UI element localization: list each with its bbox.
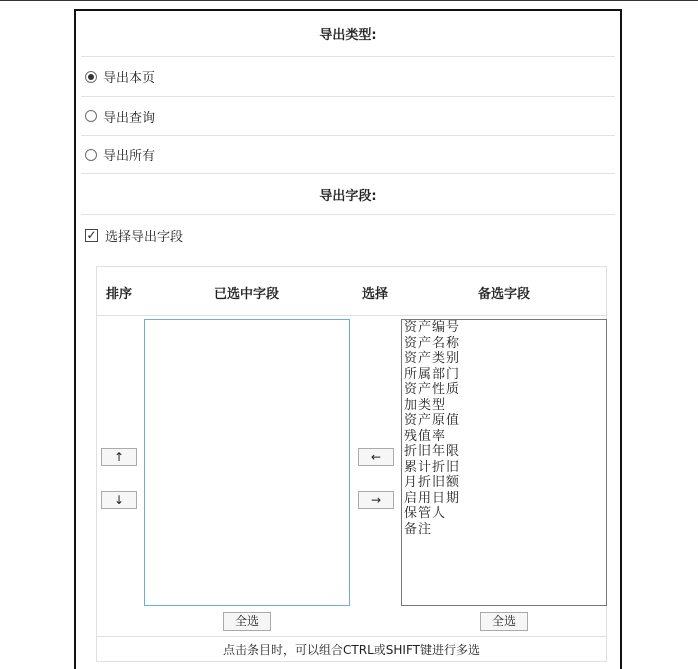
list-item[interactable]: 累计折旧 xyxy=(404,459,461,475)
radio-label: 导出查询 xyxy=(103,110,156,126)
radio-button-checked[interactable] xyxy=(85,71,97,83)
radio-export-query[interactable] xyxy=(81,97,615,136)
list-item[interactable]: 资产原值 xyxy=(404,413,461,428)
arrow-left-icon: ← xyxy=(370,450,382,464)
move-left-button[interactable] xyxy=(358,448,394,466)
radio-button[interactable] xyxy=(85,149,97,161)
list-item[interactable]: 所属部门 xyxy=(404,366,461,382)
select-fields-checkbox[interactable]: ✓ xyxy=(86,227,97,242)
move-right-button[interactable] xyxy=(358,491,394,509)
arrow-down-icon: ↓ xyxy=(113,493,125,507)
export-type-header xyxy=(81,11,615,57)
multiselect-hint: 点击条目时，可以组合CTRL或SHIFT键进行多选 xyxy=(97,636,606,663)
select-all-selected-button[interactable]: 全选 xyxy=(223,612,271,631)
radio-label: 导出所有 xyxy=(103,149,156,164)
list-item[interactable]: 资产性质 xyxy=(404,382,461,397)
selected-fields-header: 已选中字段 xyxy=(214,287,280,302)
list-item[interactable]: 启用日期 xyxy=(404,490,461,506)
available-fields-header: 备选字段 xyxy=(478,287,531,302)
radio-export-all[interactable] xyxy=(81,136,615,174)
available-fields-list[interactable] xyxy=(401,319,607,606)
sort-header: 排序 xyxy=(106,287,133,302)
list-item[interactable]: 折旧年限 xyxy=(404,444,461,459)
select-all-available-button[interactable]: 全选 xyxy=(480,612,528,631)
radio-export-page[interactable] xyxy=(81,57,615,97)
radio-button[interactable] xyxy=(85,110,97,122)
field-selector-header xyxy=(97,267,606,316)
radio-label: 导出本页 xyxy=(103,71,156,86)
export-fields-title: 导出字段: xyxy=(319,188,377,204)
arrow-right-icon: → xyxy=(370,493,382,507)
select-fields-label: 选择导出字段 xyxy=(105,229,184,245)
list-item[interactable]: 备注 xyxy=(404,521,433,537)
export-type-title: 导出类型: xyxy=(319,28,377,43)
select-fields-row[interactable] xyxy=(81,215,615,255)
move-down-button[interactable] xyxy=(101,491,137,509)
list-item[interactable]: 残值率 xyxy=(404,428,447,444)
list-item[interactable]: 资产名称 xyxy=(404,335,461,351)
list-item[interactable]: 资产编号 xyxy=(404,320,461,335)
export-fields-header xyxy=(81,174,615,215)
choose-header: 选择 xyxy=(362,287,389,302)
move-up-button[interactable] xyxy=(101,448,137,466)
field-selector xyxy=(96,266,607,662)
list-item[interactable]: 加类型 xyxy=(404,397,447,413)
arrow-up-icon: ↑ xyxy=(113,450,125,464)
list-item[interactable]: 资产类别 xyxy=(404,351,461,366)
export-panel xyxy=(74,9,622,669)
top-border xyxy=(0,0,698,1)
list-item[interactable]: 保管人 xyxy=(404,506,447,521)
list-item[interactable]: 月折旧额 xyxy=(404,475,461,490)
selected-fields-list[interactable] xyxy=(144,319,350,606)
